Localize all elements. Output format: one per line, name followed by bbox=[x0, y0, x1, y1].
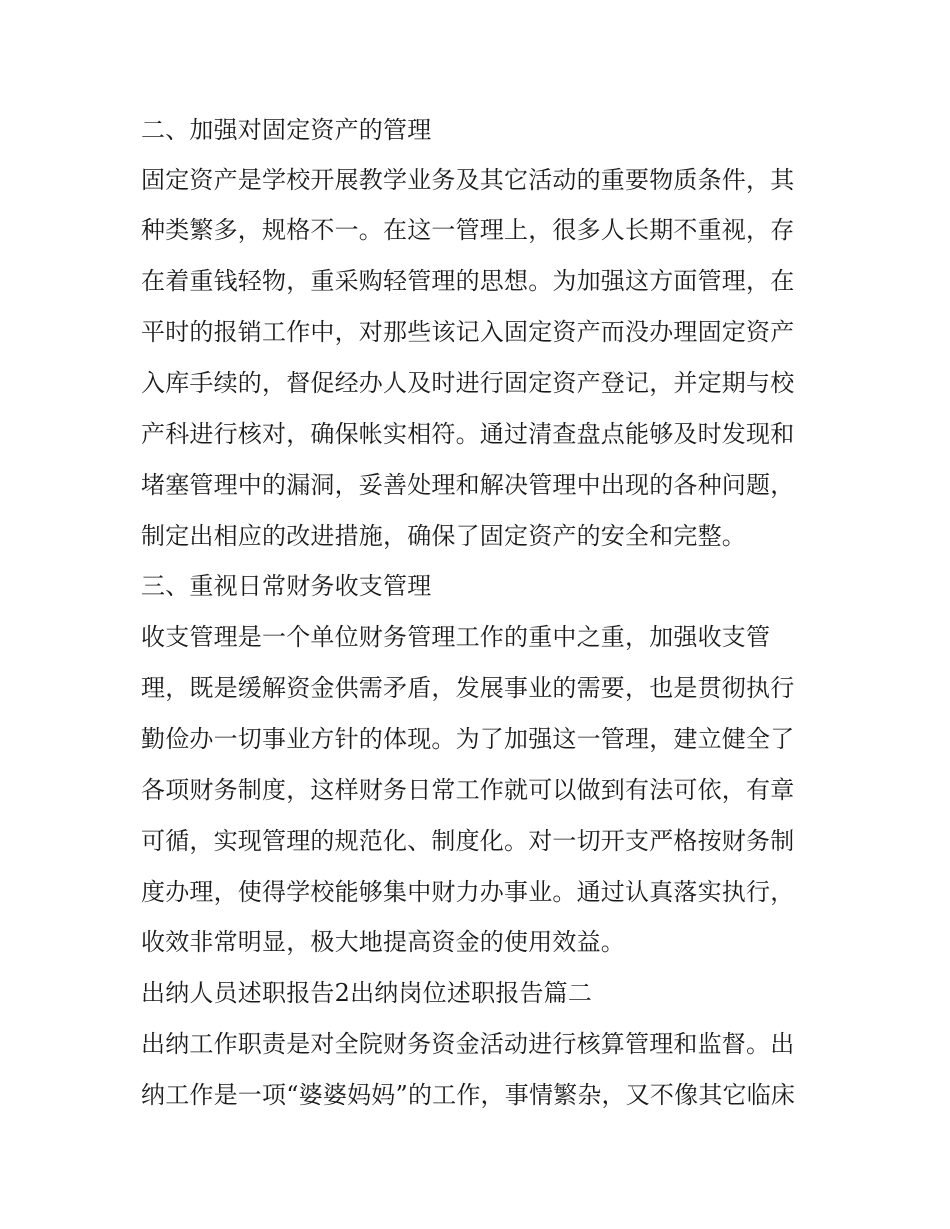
paragraph-line: 收效非常明显，极大地提高资金的使用效益。 bbox=[141, 928, 625, 956]
paragraph-line: 固定资产是学校开展教学业务及其它活动的重要物质条件，其 bbox=[141, 166, 795, 194]
paragraph-line: 收支管理是一个单位财务管理工作的重中之重，加强收支管 bbox=[141, 623, 771, 651]
paragraph-line: 可循，实现管理的规范化、制度化。对一切开支严格按财务制 bbox=[141, 827, 795, 855]
section-heading-fixed-assets: 二、加强对固定资产的管理 bbox=[141, 116, 432, 144]
paragraph-line: 度办理，使得学校能够集中财力办事业。通过认真落实执行， bbox=[141, 878, 795, 906]
paragraph-line: 产科进行核对，确保帐实相符。通过清查盘点能够及时发现和 bbox=[141, 420, 795, 448]
section-heading-daily-finance: 三、重视日常财务收支管理 bbox=[141, 572, 432, 600]
paragraph-line: 种类繁多，规格不一。在这一管理上，很多人长期不重视，存 bbox=[141, 216, 795, 244]
paragraph-line: 理，既是缓解资金供需矛盾，发展事业的需要，也是贯彻执行 bbox=[141, 674, 795, 702]
paragraph-line: 制定出相应的改进措施，确保了固定资产的安全和完整。 bbox=[141, 522, 746, 550]
paragraph-line: 入库手续的，督促经办人及时进行固定资产登记，并定期与校 bbox=[141, 369, 795, 397]
paragraph-line: 各项财务制度，这样财务日常工作就可以做到有法可依，有章 bbox=[141, 776, 795, 804]
paragraph-line: 纳工作是一项“婆婆妈妈”的工作，事情繁杂，又不像其它临床 bbox=[141, 1081, 796, 1109]
paragraph-line: 出纳工作职责是对全院财务资金活动进行核算管理和监督。出 bbox=[141, 1030, 795, 1058]
paragraph-line: 平时的报销工作中，对那些该记入固定资产而没办理固定资产 bbox=[141, 318, 795, 346]
paragraph-line: 勤俭办一切事业方针的体现。为了加强这一管理，建立健全了 bbox=[141, 725, 795, 753]
paragraph-line: 堵塞管理中的漏洞，妥善处理和解决管理中出现的各种问题， bbox=[141, 471, 795, 499]
report-title-part-two: 出纳人员述职报告2出纳岗位述职报告篇二 bbox=[141, 979, 593, 1007]
paragraph-line: 在着重钱轻物，重采购轻管理的思想。为加强这方面管理，在 bbox=[141, 267, 795, 295]
